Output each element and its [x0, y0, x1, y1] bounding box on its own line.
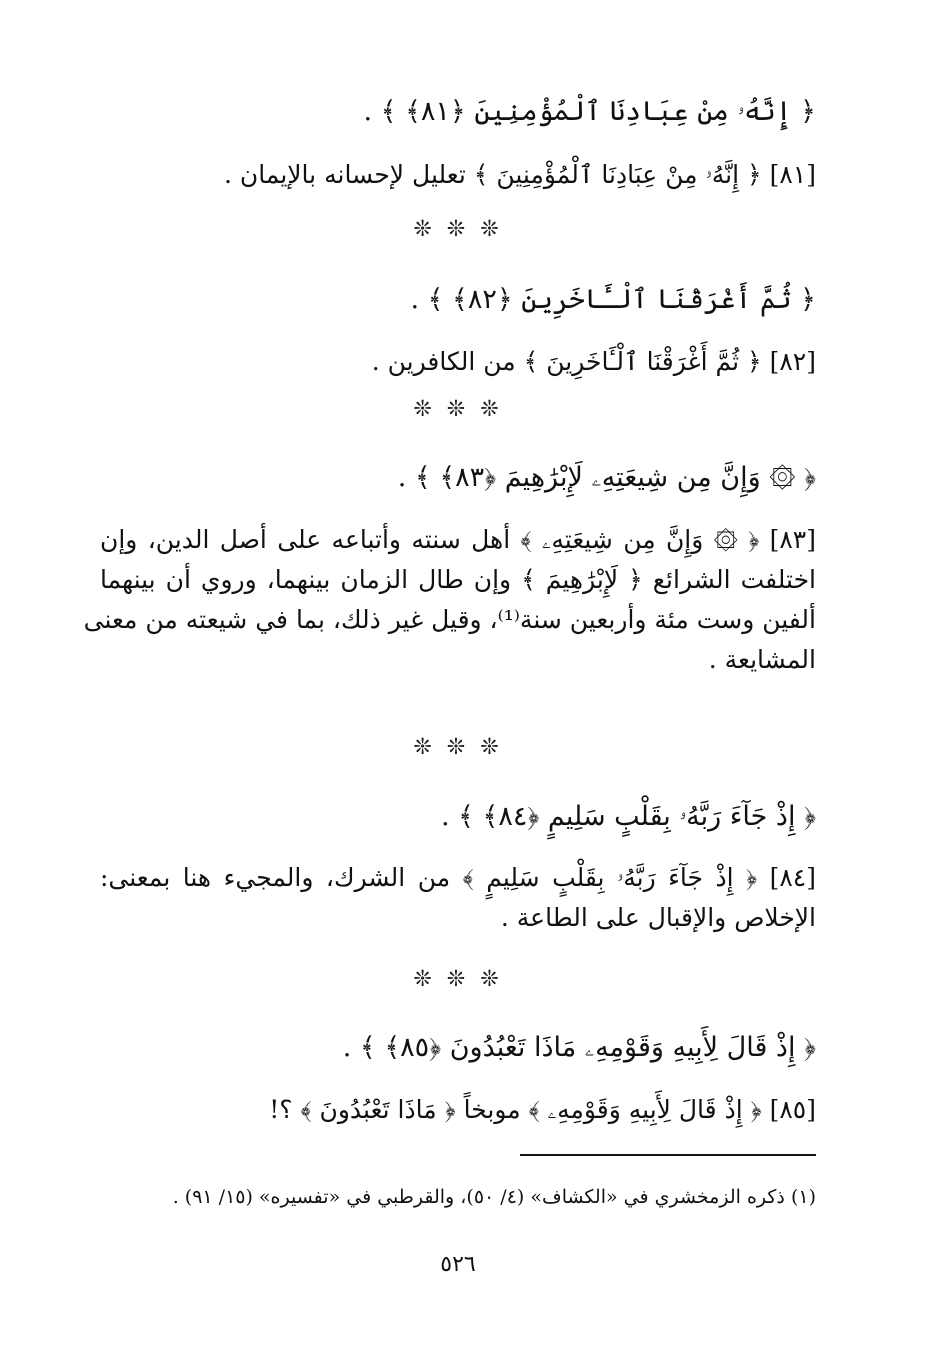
- quran-verse-83: ﴿ ۞ وَإِنَّ مِن شِيعَتِهِۦ لَإِبْرَٰهِيمَ ﴿٨٣﴾ ﴾ .: [397, 462, 816, 493]
- quran-verse-84: ﴿ إِذْ جَآءَ رَبَّهُۥ بِقَلْبٍ سَلِيمٍ ﴿٨٤﴾ ﴾ .: [440, 801, 816, 832]
- section-separator: ❊ ❊ ❊: [413, 735, 503, 760]
- commentary-84-line: [٨٤] ﴿ إِذْ جَآءَ رَبَّهُۥ بِقَلْبٍ سَلِيمٍ ﴾ من الشرك، والمجيء هنا بمعنى:: [100, 863, 816, 892]
- footnote: (١) ذكره الزمخشري في «الكشاف» (٤/ ٥٠)، والقرطبي في «تفسيره» (١٥/ ٩١) .: [172, 1186, 816, 1208]
- commentary-84: [100, 858, 816, 938]
- commentary-85: [٨٥] ﴿ إِذْ قَالَ لِأَبِيهِ وَقَوْمِهِۦ ﴾ موبخاً ﴿ مَاذَا تَعْبُدُونَ ﴾ ؟!: [269, 1095, 816, 1124]
- page-number: ٥٢٦: [440, 1252, 476, 1277]
- commentary-83-line: اختلفت الشرائع ﴿ لَإِبْرَٰهِيمَ ﴾ وإن طال الزمان بينهما، وروي أن بينهما: [100, 565, 816, 594]
- quran-verse-81: ﴿ إِنَّهُۥ مِنْ عِبَادِنَا ٱلْمُؤْمِنِينَ ﴿٨١﴾ ﴾ .: [363, 96, 816, 127]
- commentary-83: [83, 520, 816, 680]
- commentary-83-line: ألفين وست مئة وأربعين سنة⁽¹⁾، وقيل غير ذلك، بما في شيعته من معنى: [83, 605, 816, 634]
- section-separator: ❊ ❊ ❊: [413, 967, 503, 992]
- quran-verse-85: ﴿ إِذْ قَالَ لِأَبِيهِ وَقَوْمِهِۦ مَاذَا تَعْبُدُونَ ﴿٨٥﴾ ﴾ .: [342, 1032, 816, 1063]
- book-page: [83, 70, 816, 1350]
- commentary-84-line: الإخلاص والإقبال على الطاعة .: [500, 903, 816, 932]
- commentary-81: [٨١] ﴿ إِنَّهُۥ مِنْ عِبَادِنَا ٱلْمُؤْمِنِينَ ﴾ تعليل لإحسانه بالإيمان .: [224, 160, 816, 189]
- section-separator: ❊ ❊ ❊: [413, 217, 503, 242]
- section-separator: ❊ ❊ ❊: [413, 397, 503, 422]
- footnote-divider: [520, 1154, 816, 1156]
- quran-verse-82: ﴿ ثُمَّ أَغْرَقْنَا ٱلْـَٔاخَرِينَ ﴿٨٢﴾ ﴾ .: [410, 284, 816, 315]
- commentary-82: [٨٢] ﴿ ثُمَّ أَغْرَقْنَا ٱلْـَٔاخَرِينَ ﴾ من الكافرين .: [371, 347, 816, 376]
- commentary-83-line: المشايعة .: [708, 645, 816, 674]
- commentary-83-line: [٨٣] ﴿ ۞ وَإِنَّ مِن شِيعَتِهِۦ ﴾ أهل سنته وأتباعه على أصل الدين، وإن: [100, 525, 816, 554]
